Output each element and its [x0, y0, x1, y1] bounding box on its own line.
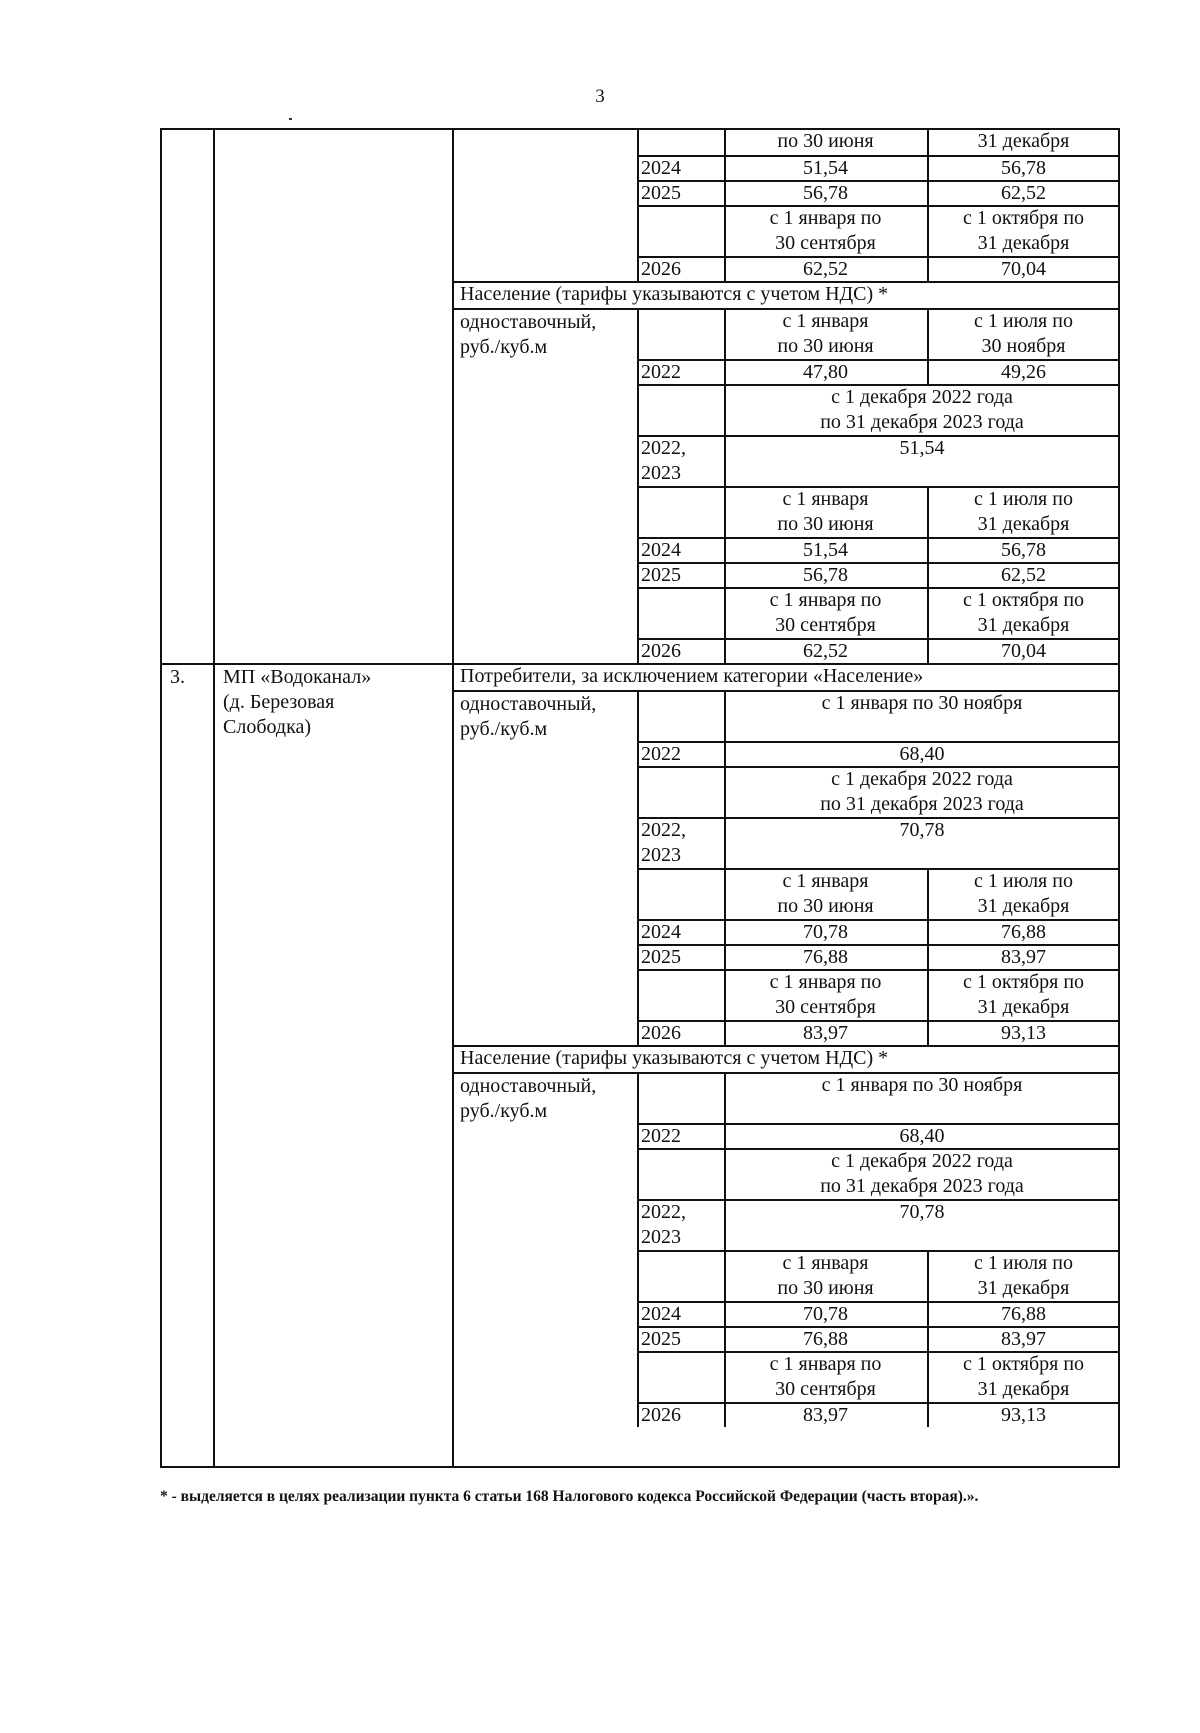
- col-rule-year: [637, 944, 639, 969]
- footnote: * - выделяется в целях реализации пункта 6 статьи 168 Налогового кодекса Российской Федерации (часть вторая).».: [160, 1488, 979, 1505]
- col-rule-year: [637, 1301, 639, 1326]
- tariff-cell-period1: с 1 января по 30 сентября: [769, 589, 882, 636]
- tariff-cell-period1: 56,78: [803, 182, 848, 204]
- tariff-cell-period2: 93,13: [1001, 1022, 1046, 1044]
- col-rule-year: [637, 435, 639, 486]
- year-cell: 2025: [641, 182, 681, 204]
- tariff-cell-span: 68,40: [899, 743, 945, 765]
- tariff-cell-period2: 31 декабря: [977, 130, 1070, 152]
- tariff-table: [160, 128, 1120, 1468]
- year-cell: 2022, 2023: [641, 437, 686, 484]
- tariff-cell-span: с 1 января по 30 ноября: [821, 1074, 1023, 1096]
- tariff-cell-period2: 56,78: [1001, 157, 1046, 179]
- tariff-cell-period2: 62,52: [1001, 564, 1046, 586]
- col-rule-year: [637, 741, 639, 766]
- tariff-cell-period1: 83,97: [803, 1404, 848, 1426]
- tariff-cell-period2: с 1 июля по 31 декабря: [974, 488, 1073, 535]
- tariff-cell-period2: с 1 октября по 31 декабря: [962, 589, 1085, 636]
- col-rule-year: [637, 638, 639, 663]
- year-cell: 2022, 2023: [641, 819, 686, 866]
- tariff-cell-period1: с 1 января по 30 сентября: [769, 1353, 882, 1400]
- tariff-cell-period1: с 1 января по 30 сентября: [769, 207, 882, 254]
- year-cell: 2025: [641, 1328, 681, 1350]
- year-cell: 2022: [641, 743, 681, 765]
- tariff-cell-period1: с 1 января по 30 сентября: [769, 971, 882, 1018]
- tariff-cell-period1: с 1 января по 30 июня: [777, 1252, 874, 1299]
- col-rule-year: [637, 562, 639, 587]
- tariff-cell-period2: с 1 октября по 31 декабря: [962, 1353, 1085, 1400]
- year-cell: 2025: [641, 946, 681, 968]
- tariff-cell-period1: по 30 июня: [777, 130, 874, 152]
- year-cell: 2026: [641, 640, 681, 662]
- scan-speck: [289, 118, 292, 120]
- tariff-cell-period2: 83,97: [1001, 946, 1046, 968]
- tariff-cell-span: с 1 декабря 2022 года по 31 декабря 2023 года: [820, 768, 1024, 815]
- category-label: Население (тарифы указываются с учетом НДС) *: [460, 1047, 889, 1069]
- col-rule-year: [637, 256, 639, 281]
- table-border-top: [160, 128, 637, 130]
- category-label: Население (тарифы указываются с учетом НДС) *: [460, 283, 889, 305]
- year-cell: 2022, 2023: [641, 1201, 686, 1248]
- col-rule-year: [637, 969, 639, 1020]
- table-border-left: [160, 128, 162, 1468]
- tariff-cell-span: с 1 января по 30 ноября: [821, 692, 1023, 714]
- col-rule-year: [637, 1072, 639, 1123]
- year-cell: 2024: [641, 157, 681, 179]
- col-rule-year: [637, 308, 639, 359]
- tariff-cell-period2: 93,13: [1001, 1404, 1046, 1426]
- year-cell: 2026: [641, 1404, 681, 1426]
- tariff-cell-period2: с 1 октября по 31 декабря: [962, 971, 1085, 1018]
- year-cell: 2025: [641, 564, 681, 586]
- tariff-type-label: одноставочный, руб./куб.м: [460, 693, 597, 740]
- tariff-cell-span: 70,78: [899, 819, 945, 841]
- tariff-type-label: одноставочный, руб./куб.м: [460, 311, 597, 358]
- table-border-bottom: [160, 1466, 1120, 1468]
- col-rule-year: [637, 359, 639, 384]
- year-cell: 2022: [641, 361, 681, 383]
- tariff-cell-period1: с 1 января по 30 июня: [777, 870, 874, 917]
- year-cell: 2024: [641, 1303, 681, 1325]
- col-rule-year: [637, 1199, 639, 1250]
- tariff-cell-period1: 51,54: [803, 539, 848, 561]
- year-cell: 2026: [641, 1022, 681, 1044]
- tariff-cell-period2: 62,52: [1001, 182, 1046, 204]
- col-rule-year: [637, 384, 639, 435]
- tariff-cell-period2: с 1 июля по 31 декабря: [974, 870, 1073, 917]
- tariff-type-label: одноставочный, руб./куб.м: [460, 1075, 597, 1122]
- col-rule-number: [213, 128, 215, 1468]
- col-rule-year: [637, 1250, 639, 1301]
- tariff-cell-period2: 49,26: [1001, 361, 1046, 383]
- col-rule-year: [637, 919, 639, 944]
- tariff-cell-period1: 76,88: [803, 946, 848, 968]
- tariff-cell-period2: с 1 июля по 31 декабря: [974, 1252, 1073, 1299]
- tariff-cell-span: 51,54: [899, 437, 945, 459]
- tariff-cell-period2: с 1 июля по 30 ноября: [974, 310, 1073, 357]
- tariff-cell-period2: 76,88: [1001, 921, 1046, 943]
- col-rule-year: [637, 1402, 639, 1427]
- row-number: 3.: [170, 666, 185, 688]
- year-cell: 2024: [641, 539, 681, 561]
- col-rule-year: [637, 868, 639, 919]
- col-rule-year: [637, 1148, 639, 1199]
- col-rule-year: [637, 1123, 639, 1148]
- year-cell: 2022: [641, 1125, 681, 1147]
- tariff-cell-period1: 62,52: [803, 640, 848, 662]
- col-rule-year: [637, 690, 639, 741]
- tariff-cell-period1: 70,78: [803, 1303, 848, 1325]
- tariff-cell-period1: 76,88: [803, 1328, 848, 1350]
- tariff-cell-period1: 51,54: [803, 157, 848, 179]
- tariff-cell-period1: 70,78: [803, 921, 848, 943]
- organization-name: МП «Водоканал» (д. Березовая Слободка): [223, 666, 372, 738]
- tariff-cell-period2: 76,88: [1001, 1303, 1046, 1325]
- tariff-cell-period1: 62,52: [803, 258, 848, 280]
- col-rule-year: [637, 537, 639, 562]
- year-cell: 2024: [641, 921, 681, 943]
- col-rule-year: [637, 155, 639, 180]
- category-label: Потребители, за исключением категории «Население»: [460, 665, 924, 687]
- tariff-cell-period1: 83,97: [803, 1022, 848, 1044]
- page-number: 3: [595, 86, 605, 107]
- year-cell: 2026: [641, 258, 681, 280]
- tariff-cell-period2: с 1 октября по 31 декабря: [962, 207, 1085, 254]
- tariff-cell-span: с 1 декабря 2022 года по 31 декабря 2023 года: [820, 386, 1024, 433]
- col-rule-year: [637, 205, 639, 256]
- tariff-cell-period1: 56,78: [803, 564, 848, 586]
- col-rule-year: [637, 1351, 639, 1402]
- col-rule-year: [637, 766, 639, 817]
- tariff-cell-span: с 1 декабря 2022 года по 31 декабря 2023 года: [820, 1150, 1024, 1197]
- tariff-cell-period1: с 1 января по 30 июня: [777, 310, 874, 357]
- tariff-cell-period2: 70,04: [1001, 258, 1046, 280]
- col-rule-name: [452, 128, 454, 1468]
- tariff-cell-span: 70,78: [899, 1201, 945, 1223]
- tariff-cell-period2: 56,78: [1001, 539, 1046, 561]
- col-rule-year: [637, 128, 639, 155]
- tariff-cell-span: 68,40: [899, 1125, 945, 1147]
- tariff-cell-period2: 83,97: [1001, 1328, 1046, 1350]
- tariff-cell-period2: 70,04: [1001, 640, 1046, 662]
- col-rule-year: [637, 1326, 639, 1351]
- col-rule-year: [637, 587, 639, 638]
- col-rule-year: [637, 817, 639, 868]
- col-rule-year: [637, 1020, 639, 1045]
- tariff-cell-period1: с 1 января по 30 июня: [777, 488, 874, 535]
- col-rule-year: [637, 180, 639, 205]
- col-rule-year: [637, 486, 639, 537]
- tariff-cell-period1: 47,80: [803, 361, 848, 383]
